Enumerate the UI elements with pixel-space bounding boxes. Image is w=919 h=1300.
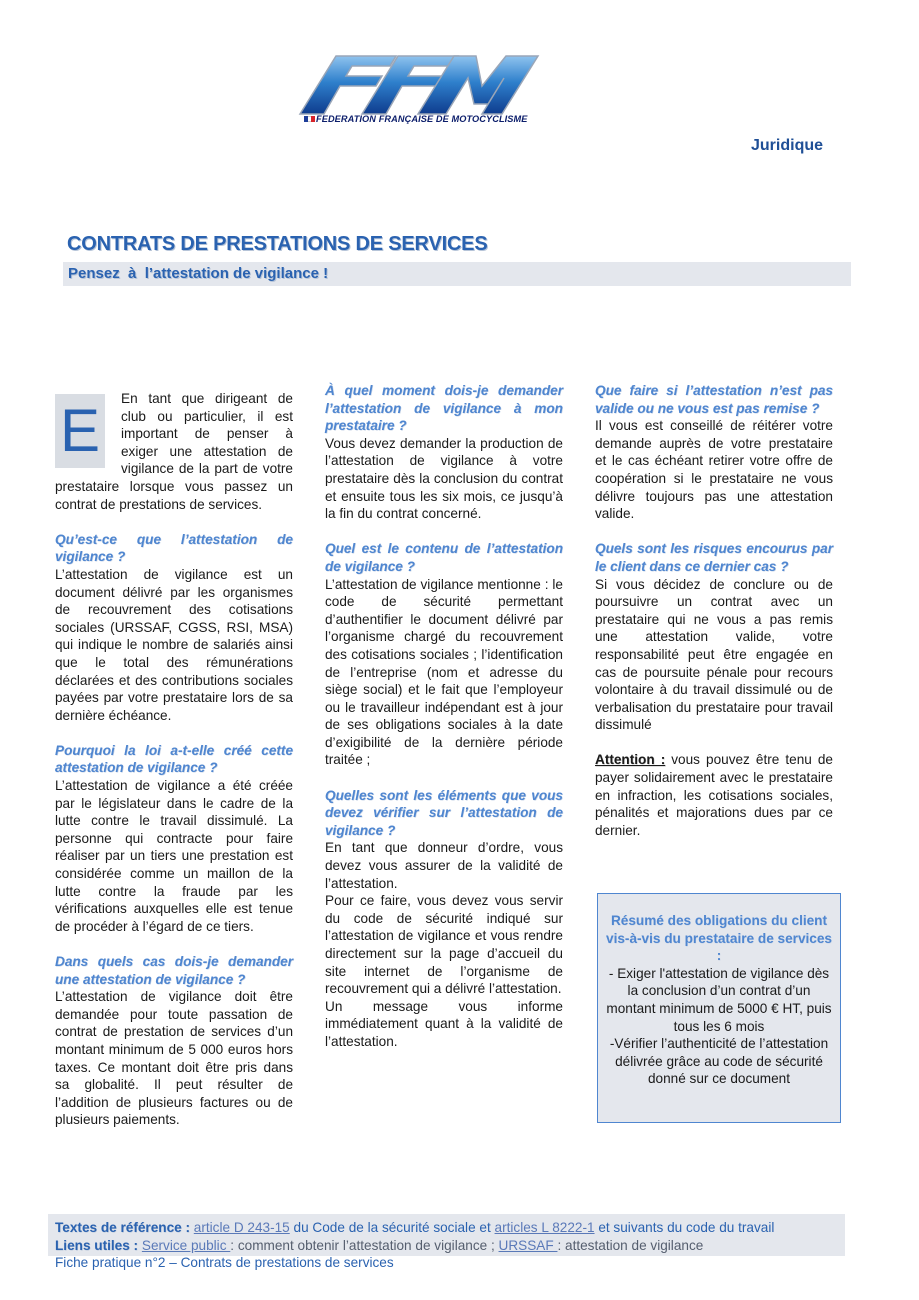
column-2	[325, 382, 563, 1051]
question-heading: Quel est le contenu de l’attestation de vigilance ?	[325, 541, 563, 574]
reference-text: du Code de la sécurité sociale et	[289, 1220, 495, 1235]
question-heading: Pourquoi la loi a-t-elle créé cette attestation de vigilance ?	[55, 742, 293, 776]
reference-texts-line	[55, 1219, 855, 1237]
summary-item: -Vérifier l’authenticité de l’attestation délivrée grâce au code de sécurité donné sur ce document	[609, 1036, 829, 1087]
answer-text: L’attestation de vigilance a été créée par le législateur dans le cadre de la lutte contre le travail dissimulé. La personne qui contracte pour faire réaliser par un tiers une prestation est considérée comme un maillon de la lutte contre la fraude par les vérifications auxquelles elle est tenue de procéder à l’égard de ce tiers.	[55, 778, 293, 934]
answer-text: Il vous est conseillé de réitérer votre demande auprès de votre prestataire et le cas échéant retirer votre offre de coopération si le prestataire ne vous délivre toujours pas une attestation valide.	[595, 418, 833, 522]
summary-box	[597, 893, 841, 1123]
logo-caption: FEDERATION FRANÇAISE DE MOTOCYCLISME	[316, 114, 528, 124]
french-flag-icon	[304, 116, 315, 122]
column-3	[595, 382, 833, 839]
attention-paragraph	[595, 751, 833, 839]
footer	[55, 1219, 855, 1272]
column-1	[55, 390, 293, 1129]
reference-label: Textes de référence :	[55, 1220, 190, 1235]
link-urssaf[interactable]: URSSAF	[498, 1237, 558, 1253]
fiche-label: Fiche pratique n°2 – Contrats de prestations de services	[55, 1255, 394, 1271]
summary-item: - Exiger l'attestation de vigilance dès la conclusion d’un contrat d’un montant minimum de 5000 € HT, puis tous les 6 mois	[606, 965, 832, 1034]
useful-links-label: Liens utiles :	[55, 1237, 139, 1253]
answer-text: Si vous décidez de conclure ou de poursuivre un contrat avec un prestataire qui ne vous a pas remis une attestation valide, votre responsabilité peut être engagée en cas de poursuite pénale pour recours volontaire à du travail dissimulé ou de verbalisation du prestataire pour travail dissimulé	[595, 576, 833, 733]
dropcap-letter: E	[55, 394, 105, 468]
section-label: Juridique	[751, 137, 824, 154]
ffm-logo	[298, 52, 543, 132]
answer-text: Un message vous informe immédiatement quant à la validité de l’attestation.	[325, 998, 563, 1049]
intro-text: En tant que dirigeant de club ou particulier, il est important de penser à exiger une attestation de vigilance de la part de votre prestataire lorsque vous passez un contrat de prestations de services.	[55, 391, 293, 512]
intro-paragraph	[55, 390, 293, 513]
link-description: : attestation de vigilance	[557, 1237, 704, 1253]
ffm-logo-graphic	[298, 52, 543, 118]
answer-text: Pour ce faire, vous devez vous servir du code de sécurité indiqué sur l’attestation de vigilance et vous rendre directement sur la page d’accueil du site internet de l’organisme de recouvrement qui a délivré l’attestation.	[325, 893, 563, 997]
page-title: CONTRATS DE PRESTATIONS DE SERVICES	[67, 233, 488, 255]
page-subtitle: Pensez à l’attestation de vigilance !	[68, 265, 329, 282]
link-article-d243-15[interactable]: article D 243-15	[193, 1220, 290, 1235]
summary-title: Résumé des obligations du client vis-à-vis du prestataire de services :	[606, 913, 832, 964]
question-heading: Qu’est-ce que l’attestation de vigilance ?	[55, 531, 293, 565]
question-heading: Quels sont les risques encourus par le client dans ce dernier cas ?	[595, 541, 833, 574]
attention-label: Attention :	[595, 752, 666, 768]
answer-text: L’attestation de vigilance mentionne : le code de sécurité permettant d’authentifier le document délivré par l’organisme chargé du recouvrement des cotisations sociales ; l’identification de l’entreprise (nom et adresse du siège social) et le fait que l’employeur ou le travailleur indépendant est à jour de ses obligations sociales à la date d’exigibilité de la dernière période traitée ;	[325, 576, 563, 768]
question-heading: Quelles sont les éléments que vous devez vérifier sur l’attestation de vigilance ?	[325, 787, 563, 838]
link-description: : comment obtenir l’attestation de vigilance ;	[230, 1237, 499, 1253]
answer-text: L’attestation de vigilance doit être demandée pour toute passation de contrat de prestation de services d’un montant minimum de 5 000 euros hors taxes. Ce montant doit être pris dans sa globalité. Il peut résulter de l’addition de plusieurs factures ou de plusieurs paiements.	[55, 989, 293, 1128]
answer-text: Vous devez demander la production de l’attestation de vigilance à votre prestataire dès la conclusion du contrat et ensuite tous les six mois, ce jusqu’à la fin du contrat concerné.	[325, 435, 563, 522]
question-heading: À quel moment dois-je demander l’attestation de vigilance à mon prestataire ?	[325, 383, 563, 434]
attention-text: vous pouvez être tenu de payer solidairement avec le prestataire en infraction, les cotisations sociales, pénalités et majorations dues par ce dernier.	[595, 752, 833, 838]
reference-text: et suivants du code du travail	[594, 1220, 775, 1235]
answer-text: L’attestation de vigilance est un document délivré par les organismes de recouvrement des cotisations sociales (URSSAF, CGSS, RSI, MSA) qui indique le nombre de salariés ainsi que le total des rémunérations déclarées et des contributions sociales payées par votre prestataire lors de sa dernière échéance.	[55, 566, 293, 723]
question-heading: Que faire si l’attestation n’est pas valide ou ne vous est pas remise ?	[595, 383, 833, 416]
link-articles-l8222-1[interactable]: articles L 8222-1	[494, 1220, 595, 1235]
useful-links-line	[55, 1237, 855, 1255]
question-heading: Dans quels cas dois-je demander une attestation de vigilance ?	[55, 954, 293, 987]
answer-text: En tant que donneur d’ordre, vous devez vous assurer de la validité de l’attestation.	[325, 840, 563, 891]
link-service-public[interactable]: Service public	[141, 1237, 231, 1253]
